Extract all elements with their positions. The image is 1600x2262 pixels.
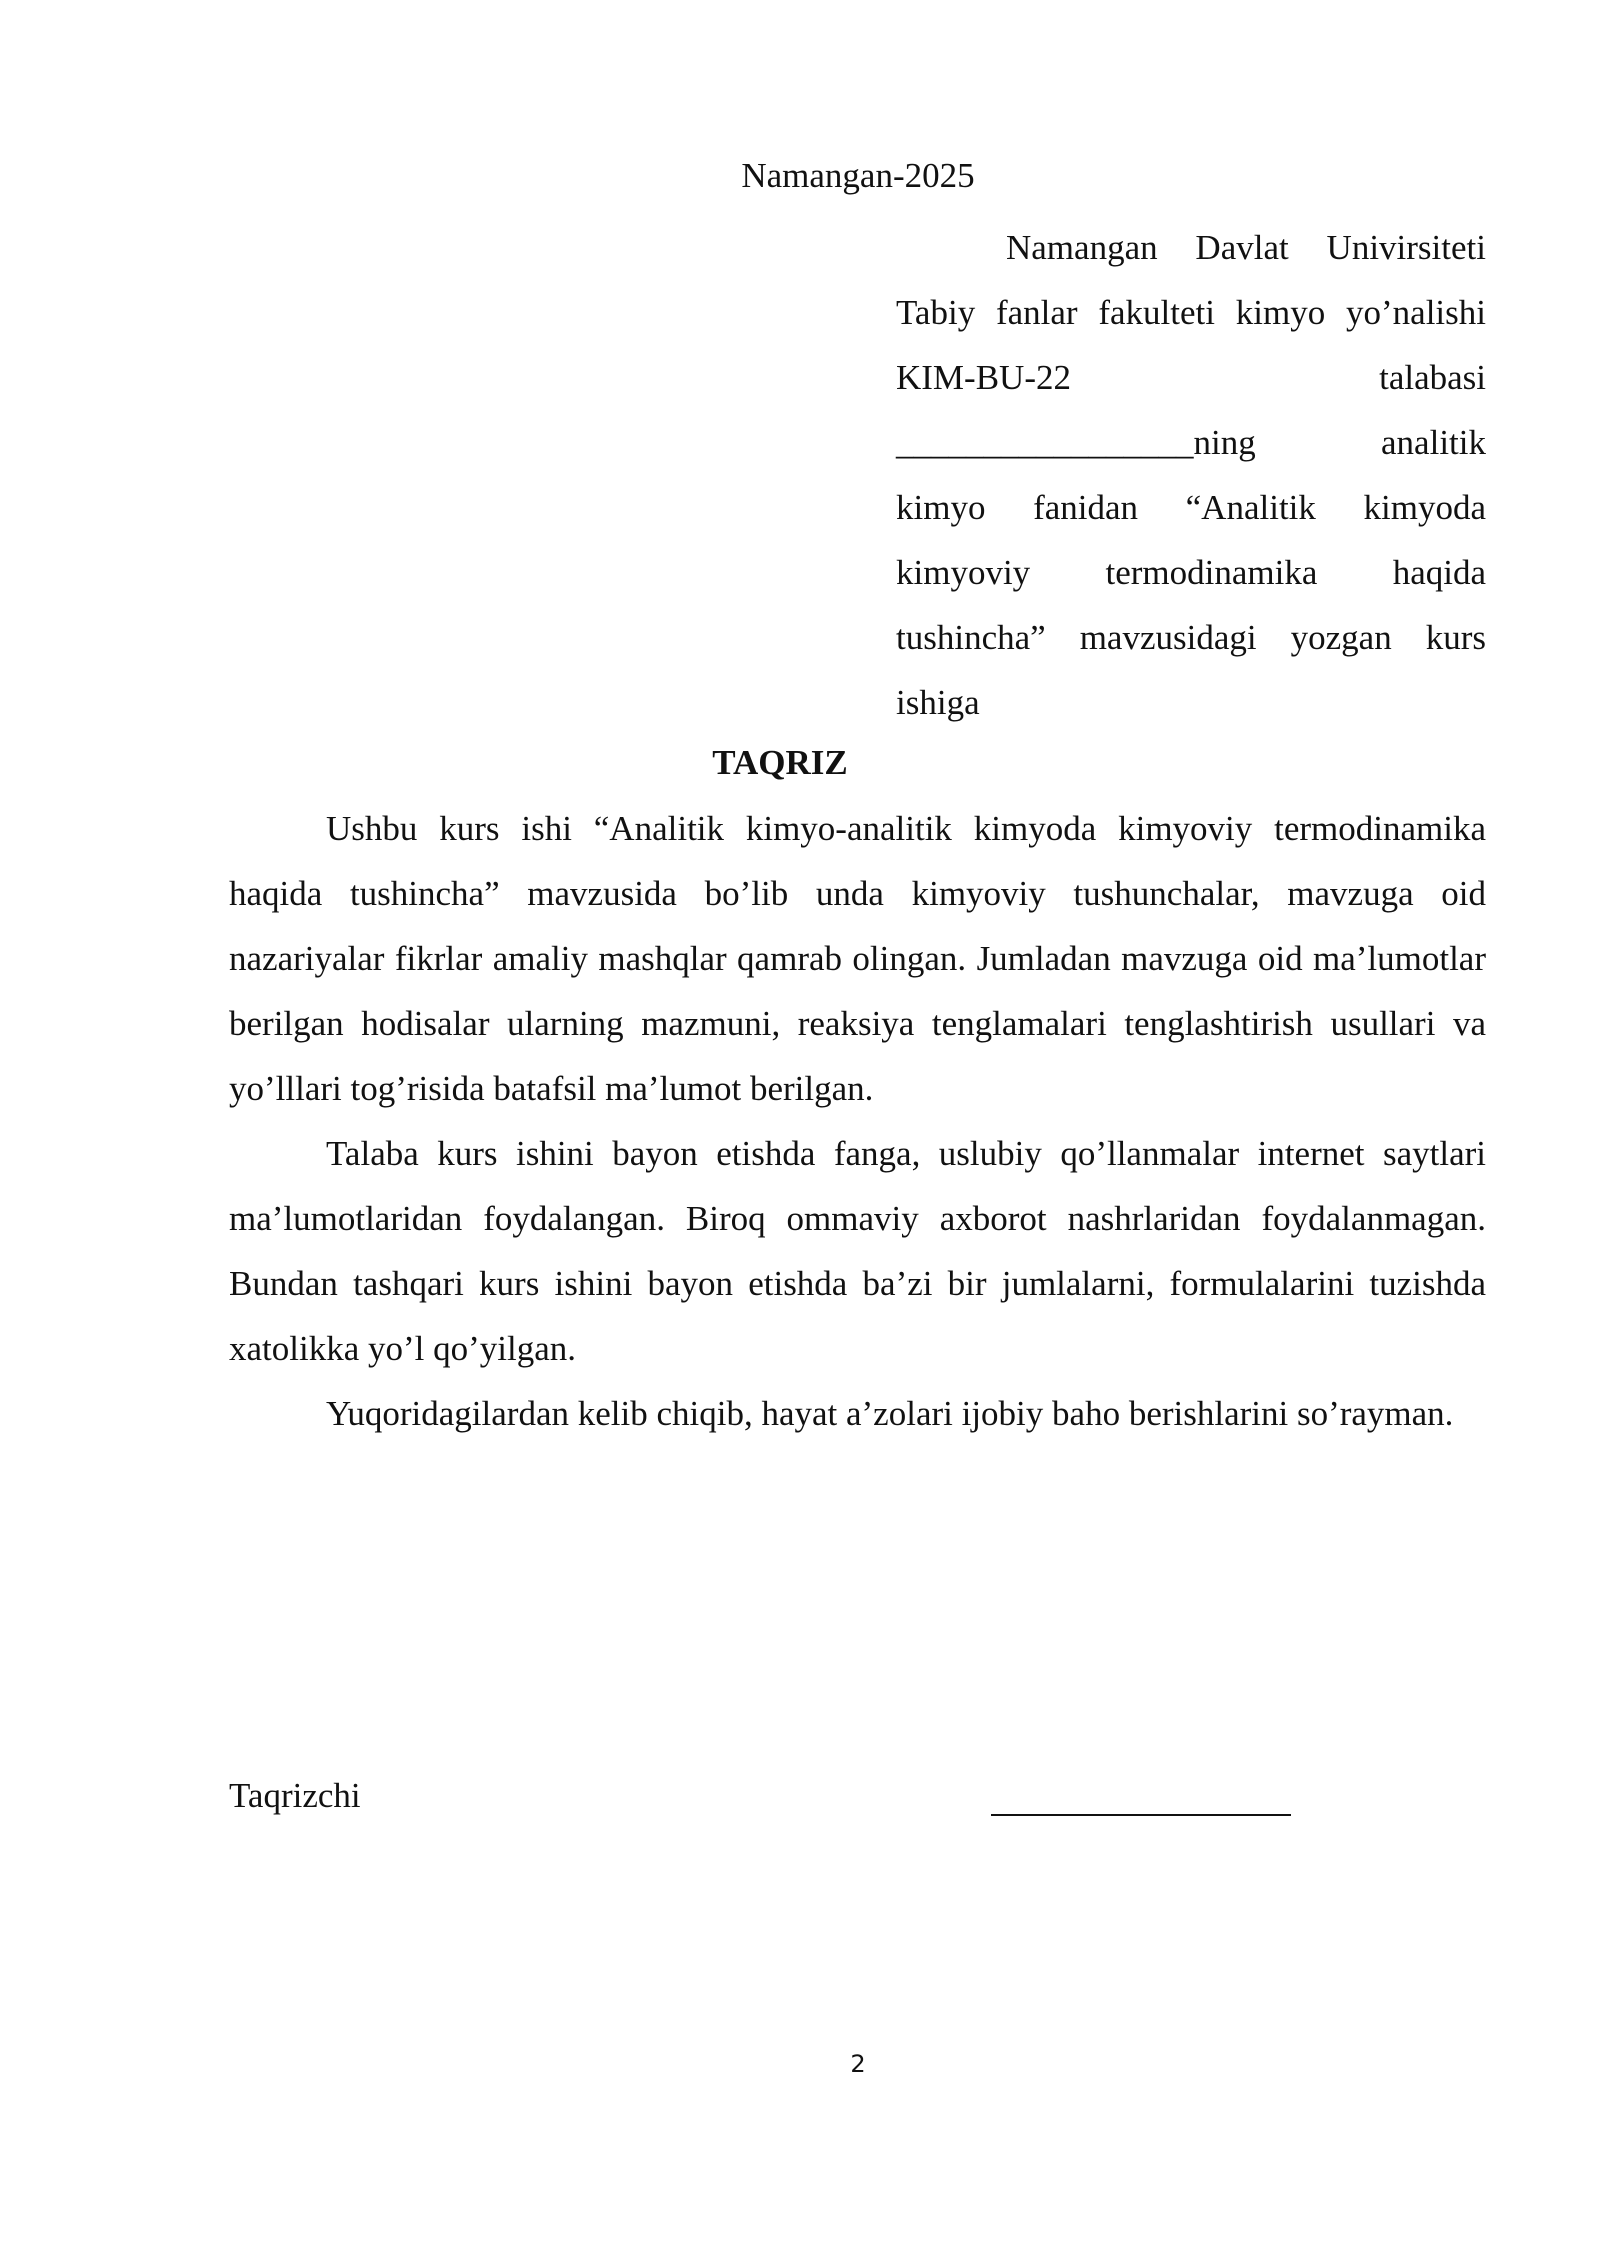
review-paragraph: Talaba kurs ishini bayon etishda fanga, uslubiy qo’llanmalar internet saytlari ma’lumotlaridan foydalangan. Biroq ommaviy axborot nashrlaridan foydalanmagan. Bundan tashqari kurs ishini bayon etishda ba’zi bir jumlalarni, formulalarini tuzishda xatolikka yo’l qo’yilgan. xyxy=(229,1134,1486,1368)
address-block xyxy=(896,215,1486,735)
signature-line xyxy=(991,1814,1291,1816)
address-line-university: Namangan Davlat Univirsiteti xyxy=(1006,228,1486,267)
review-paragraph: Ushbu kurs ishi “Analitik kimyo-analitik kimyoda kimyoviy termodinamika haqida tushincha” mavzusida bo’lib unda kimyoviy tushunchalar, mavzuga oid nazariyalar fikrlar amaliy mashqlar qamrab olingan. Jumladan mavzuga oid ma’lumotlar berilgan hodisalar ularning mazmuni, reaksiya tenglamalari tenglashtirish usullari va yo’lllari tog’risida batafsil ma’lumot berilgan. xyxy=(229,809,1486,1108)
signature-block xyxy=(229,1770,1486,1830)
address-line-student-name: _________________ning analitik xyxy=(896,423,1486,462)
address-line-topic: kimyoviy termodinamika haqida xyxy=(896,553,1486,592)
city-year-heading: Namangan-2025 xyxy=(741,156,975,195)
reviewer-label: Taqrizchi xyxy=(229,1776,361,1815)
document-title: TAQRIZ xyxy=(712,743,848,782)
address-line-topic-continued: tushincha” mavzusidagi yozgan kurs xyxy=(896,618,1486,657)
review-body xyxy=(229,796,1486,1446)
page-number: 2 xyxy=(850,2050,866,2078)
address-line-group: KIM-BU-22 talabasi xyxy=(896,358,1486,397)
address-line-closing: ishiga xyxy=(896,683,980,722)
address-line-subject: kimyo fanidan “Analitik kimyoda xyxy=(896,488,1486,527)
address-line-faculty: Tabiy fanlar fakulteti kimyo yo’nalishi xyxy=(896,293,1486,332)
review-paragraph: Yuqoridagilardan kelib chiqib, hayat a’zolari ijobiy baho berishlarini so’rayman. xyxy=(326,1394,1454,1433)
